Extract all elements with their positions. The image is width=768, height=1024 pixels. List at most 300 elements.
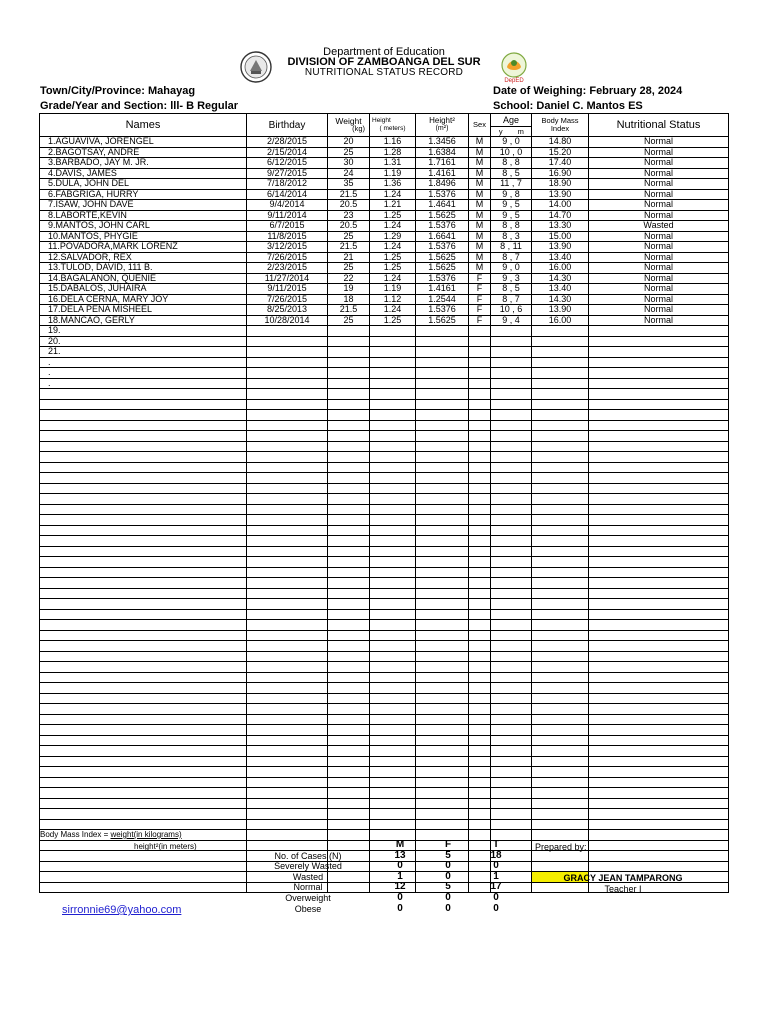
cell-bmi (532, 441, 589, 452)
cell-bmi: 14.30 (532, 273, 589, 284)
cell-status: Normal (589, 137, 729, 148)
summary-label: Normal (293, 882, 323, 893)
cell-height (370, 567, 416, 578)
table-row (40, 788, 729, 799)
cell-height (370, 473, 416, 484)
table-row (40, 473, 729, 484)
cell-status: Normal (589, 294, 729, 305)
summary-female-value: 5 (445, 849, 451, 861)
cell-birthday (247, 452, 328, 463)
cell-weight (328, 557, 370, 568)
summary-table (240, 840, 520, 914)
cell-weight (328, 525, 370, 536)
cell-sex: M (469, 210, 491, 221)
cell-weight (328, 756, 370, 767)
cell-name (40, 704, 247, 715)
cell-weight: 20.5 (328, 200, 370, 211)
summary-row (240, 893, 520, 904)
cell-birthday: 2/28/2015 (247, 137, 328, 148)
cell-sex (469, 557, 491, 568)
cell-height-squared (416, 410, 469, 421)
cell-height (370, 441, 416, 452)
cell-bmi: 13.40 (532, 252, 589, 263)
cell-age-years: 10 , 6 (491, 305, 532, 316)
col-height-label: Height (372, 117, 391, 124)
cell-bmi: 14.00 (532, 200, 589, 211)
cell-weight (328, 462, 370, 473)
cell-weight (328, 399, 370, 410)
cell-height-squared (416, 515, 469, 526)
cell-height (370, 641, 416, 652)
cell-weight: 20.5 (328, 221, 370, 232)
cell-status: Normal (589, 231, 729, 242)
cell-age-months (511, 599, 532, 610)
cell-birthday (247, 620, 328, 631)
cell-birthday: 3/12/2015 (247, 242, 328, 253)
cell-birthday (247, 536, 328, 547)
cell-sex (469, 651, 491, 662)
cell-age-years (491, 788, 511, 799)
cell-name (40, 651, 247, 662)
cell-height (370, 410, 416, 421)
cell-birthday (247, 504, 328, 515)
cell-name (40, 809, 247, 820)
cell-height (370, 777, 416, 788)
cell-height-squared: 1.5376 (416, 221, 469, 232)
cell-bmi (532, 630, 589, 641)
cell-status (589, 830, 729, 841)
cell-sex: F (469, 305, 491, 316)
cell-bmi: 16.00 (532, 263, 589, 274)
cell-bmi (532, 557, 589, 568)
cell-age-years: 10 , 0 (491, 147, 532, 158)
cell-name: 11.POVADORA,MARK LORENZ (40, 242, 247, 253)
col-bmi-label: Body Mass (541, 116, 579, 125)
cell-name (40, 798, 247, 809)
cell-birthday (247, 326, 328, 337)
cell-age-years: 8 , 7 (491, 252, 532, 263)
cell-bmi (532, 452, 589, 463)
cell-height-squared (416, 788, 469, 799)
cell-age-years (491, 441, 511, 452)
cell-weight (328, 326, 370, 337)
table-row (40, 231, 729, 242)
table-row (40, 578, 729, 589)
cell-name (40, 441, 247, 452)
cell-height-squared (416, 725, 469, 736)
cell-age-years (491, 683, 511, 694)
cell-status (589, 725, 729, 736)
cell-birthday: 9/11/2014 (247, 210, 328, 221)
cell-name (40, 756, 247, 767)
cell-height: 1.24 (370, 273, 416, 284)
cell-height: 1.25 (370, 263, 416, 274)
cell-status (589, 788, 729, 799)
cell-height: 1.25 (370, 210, 416, 221)
cell-age-months (511, 777, 532, 788)
cell-age-months (511, 672, 532, 683)
cell-age-months (511, 735, 532, 746)
cell-height-squared (416, 746, 469, 757)
cell-age-months (511, 431, 532, 442)
table-row (40, 546, 729, 557)
cell-sex: F (469, 284, 491, 295)
cell-name (40, 389, 247, 400)
cell-name (40, 588, 247, 599)
cell-height-squared (416, 609, 469, 620)
cell-sex (469, 441, 491, 452)
cell-age-months (511, 693, 532, 704)
cell-sex (469, 431, 491, 442)
cell-age-years (491, 756, 511, 767)
summary-row (240, 872, 520, 883)
cell-birthday (247, 546, 328, 557)
table-row (40, 693, 729, 704)
cell-status: Normal (589, 179, 729, 190)
cell-height (370, 357, 416, 368)
cell-weight (328, 336, 370, 347)
cell-weight (328, 630, 370, 641)
cell-name: 20. (40, 336, 247, 347)
cell-sex (469, 809, 491, 820)
cell-name (40, 504, 247, 515)
summary-male-value: 1 (397, 870, 403, 882)
cell-age-years (491, 588, 511, 599)
cell-height-squared (416, 536, 469, 547)
cell-sex: F (469, 294, 491, 305)
cell-age-years (491, 557, 511, 568)
cell-sex (469, 609, 491, 620)
cell-sex (469, 714, 491, 725)
summary-total-value: 17 (490, 881, 502, 893)
cell-birthday (247, 609, 328, 620)
cell-sex (469, 536, 491, 547)
cell-sex (469, 473, 491, 484)
table-row (40, 504, 729, 515)
cell-name: 1.AGUAVIVA, JORENGEL (40, 137, 247, 148)
cell-sex (469, 399, 491, 410)
cell-status (589, 504, 729, 515)
cell-birthday (247, 714, 328, 725)
cell-bmi: 16.90 (532, 168, 589, 179)
cell-height (370, 420, 416, 431)
cell-bmi: 16.00 (532, 315, 589, 326)
cell-bmi: 13.30 (532, 221, 589, 232)
cell-status: Normal (589, 168, 729, 179)
cell-weight: 21.5 (328, 189, 370, 200)
cell-weight: 25 (328, 231, 370, 242)
cell-age-years (491, 725, 511, 736)
table-row (40, 515, 729, 526)
nutrition-table-container (39, 113, 729, 893)
cell-bmi (532, 767, 589, 778)
table-row (40, 305, 729, 316)
cell-name (40, 567, 247, 578)
cell-sex (469, 630, 491, 641)
cell-age-years: 9 , 4 (491, 315, 532, 326)
cell-status (589, 536, 729, 547)
cell-age-months (511, 798, 532, 809)
cell-sex: M (469, 137, 491, 148)
cell-weight (328, 620, 370, 631)
prepared-by-label: Prepared by: (535, 842, 587, 852)
table-row (40, 567, 729, 578)
summary-row (240, 882, 520, 893)
cell-weight (328, 651, 370, 662)
cell-status: Normal (589, 189, 729, 200)
cell-height (370, 389, 416, 400)
cell-height-squared (416, 441, 469, 452)
table-row (40, 399, 729, 410)
cell-height: 1.25 (370, 252, 416, 263)
table-row (40, 714, 729, 725)
col-age: Age (491, 114, 532, 127)
cell-height (370, 651, 416, 662)
cell-height: 1.19 (370, 168, 416, 179)
cell-status (589, 473, 729, 484)
cell-birthday (247, 399, 328, 410)
table-row (40, 210, 729, 221)
cell-height-squared (416, 483, 469, 494)
cell-name (40, 473, 247, 484)
cell-birthday (247, 819, 328, 830)
cell-height (370, 746, 416, 757)
cell-age-years: 8 , 3 (491, 231, 532, 242)
cell-name: 10.MANTOS, PHYGIE (40, 231, 247, 242)
cell-status (589, 756, 729, 767)
cell-age-years: 8 , 5 (491, 284, 532, 295)
cell-bmi: 14.30 (532, 294, 589, 305)
col-age-years: y (491, 127, 511, 137)
cell-status (589, 809, 729, 820)
cell-sex (469, 525, 491, 536)
cell-status (589, 861, 729, 872)
cell-birthday (247, 756, 328, 767)
cell-height-squared (416, 599, 469, 610)
cell-bmi (532, 704, 589, 715)
cell-bmi (532, 851, 589, 862)
cell-status: Normal (589, 315, 729, 326)
cell-height-squared (416, 809, 469, 820)
cell-bmi (532, 756, 589, 767)
cell-height-squared (416, 452, 469, 463)
cell-birthday (247, 588, 328, 599)
cell-sex (469, 336, 491, 347)
cell-status (589, 746, 729, 757)
cell-weight (328, 567, 370, 578)
table-row (40, 284, 729, 295)
cell-age-months (511, 641, 532, 652)
cell-age-years (491, 693, 511, 704)
cell-weight (328, 767, 370, 778)
cell-status (589, 399, 729, 410)
table-row (40, 252, 729, 263)
cell-height-squared: 1.5376 (416, 189, 469, 200)
cell-age-years (491, 473, 511, 484)
cell-status (589, 819, 729, 830)
table-row (40, 462, 729, 473)
table-row (40, 347, 729, 358)
cell-weight (328, 483, 370, 494)
cell-age-months (511, 588, 532, 599)
cell-height-squared (416, 336, 469, 347)
summary-female-value: 0 (445, 860, 451, 872)
table-row (40, 588, 729, 599)
cell-height (370, 536, 416, 547)
cell-weight (328, 515, 370, 526)
cell-age-years: 9 , 3 (491, 273, 532, 284)
cell-height-squared (416, 473, 469, 484)
cell-height-squared (416, 714, 469, 725)
cell-sex (469, 378, 491, 389)
cell-sex (469, 368, 491, 379)
department-title: Department of Education (323, 46, 445, 58)
cell-sex (469, 567, 491, 578)
cell-status (589, 588, 729, 599)
cell-height (370, 714, 416, 725)
cell-age-months (511, 567, 532, 578)
cell-age-years: 8 , 7 (491, 294, 532, 305)
cell-status (589, 452, 729, 463)
cell-sex (469, 725, 491, 736)
summary-label: Overweight (285, 892, 331, 903)
col-height-squared-label: Height² (429, 116, 455, 125)
cell-name: . (40, 378, 247, 389)
cell-weight (328, 809, 370, 820)
email-link[interactable]: sirronnie69@yahoo.com (62, 904, 182, 916)
cell-age-months (511, 515, 532, 526)
cell-weight (328, 494, 370, 505)
cell-age-years (491, 410, 511, 421)
cell-height-squared: 1.5625 (416, 315, 469, 326)
cell-weight (328, 368, 370, 379)
cell-sex (469, 788, 491, 799)
cell-height-squared (416, 378, 469, 389)
cell-name (40, 746, 247, 757)
cell-status (589, 483, 729, 494)
summary-male-value: 0 (397, 891, 403, 903)
cell-age-years (491, 536, 511, 547)
cell-age-years (491, 347, 511, 358)
cell-sex (469, 746, 491, 757)
cell-height-squared (416, 756, 469, 767)
cell-sex: M (469, 221, 491, 232)
table-row (40, 494, 729, 505)
cell-bmi (532, 861, 589, 872)
cell-age-months (511, 536, 532, 547)
summary-row (240, 851, 520, 862)
cell-birthday: 9/4/2014 (247, 200, 328, 211)
cell-height-squared (416, 494, 469, 505)
cell-status (589, 777, 729, 788)
cell-height (370, 767, 416, 778)
cell-bmi (532, 483, 589, 494)
cell-bmi (532, 546, 589, 557)
cell-weight: 21.5 (328, 242, 370, 253)
summary-header-row (240, 840, 520, 851)
cell-status (589, 840, 729, 851)
cell-height (370, 399, 416, 410)
summary-total-value: 0 (493, 860, 499, 872)
cell-height-squared (416, 357, 469, 368)
cell-bmi (532, 777, 589, 788)
cell-name: 13.TULOD, DAVID, 111 B. (40, 263, 247, 274)
cell-height-squared (416, 462, 469, 473)
cell-birthday: 7/26/2015 (247, 252, 328, 263)
cell-age-months (511, 525, 532, 536)
summary-header-spacer (240, 840, 376, 851)
cell-birthday (247, 357, 328, 368)
cell-bmi (532, 410, 589, 421)
cell-height: 1.21 (370, 200, 416, 211)
cell-age-months (511, 704, 532, 715)
cell-age-years (491, 704, 511, 715)
cell-age-months (511, 378, 532, 389)
table-row (40, 378, 729, 389)
cell-bmi (532, 326, 589, 337)
table-row (40, 263, 729, 274)
cell-weight (328, 431, 370, 442)
cell-age-years (491, 504, 511, 515)
cell-status (589, 515, 729, 526)
summary-female-value: 0 (445, 902, 451, 914)
table-row (40, 168, 729, 179)
cell-sex (469, 798, 491, 809)
cell-birthday (247, 662, 328, 673)
cell-bmi (532, 693, 589, 704)
bmi-formula-label: Body Mass Index = (40, 830, 111, 839)
table-row (40, 630, 729, 641)
cell-weight (328, 389, 370, 400)
summary-female-value: 5 (445, 881, 451, 893)
cell-height (370, 693, 416, 704)
cell-age-years (491, 714, 511, 725)
cell-name (40, 494, 247, 505)
cell-age-months (511, 809, 532, 820)
cell-status: Normal (589, 242, 729, 253)
cell-birthday: 6/12/2015 (247, 158, 328, 169)
summary-header-female: F (444, 839, 452, 850)
cell-birthday (247, 651, 328, 662)
cell-height (370, 630, 416, 641)
cell-height (370, 725, 416, 736)
cell-name (40, 546, 247, 557)
cell-sex (469, 462, 491, 473)
table-row (40, 756, 729, 767)
cell-bmi: 15.00 (532, 231, 589, 242)
cell-age-years: 8 , 8 (491, 158, 532, 169)
cell-weight (328, 536, 370, 547)
table-row (40, 725, 729, 736)
cell-bmi: 14.80 (532, 137, 589, 148)
cell-birthday (247, 557, 328, 568)
cell-name (40, 725, 247, 736)
cell-bmi (532, 515, 589, 526)
cell-birthday (247, 798, 328, 809)
col-birthday: Birthday (247, 114, 328, 137)
summary-male-value: 0 (397, 902, 403, 914)
summary-header-total: T (492, 839, 500, 850)
cell-weight (328, 452, 370, 463)
cell-bmi (532, 819, 589, 830)
bmi-formula-numerator: weight(in kilograms) (110, 830, 182, 839)
cell-height: 1.25 (370, 315, 416, 326)
cell-age-months (511, 819, 532, 830)
cell-bmi (532, 473, 589, 484)
cell-bmi (532, 504, 589, 515)
cell-bmi (532, 651, 589, 662)
cell-bmi (532, 588, 589, 599)
